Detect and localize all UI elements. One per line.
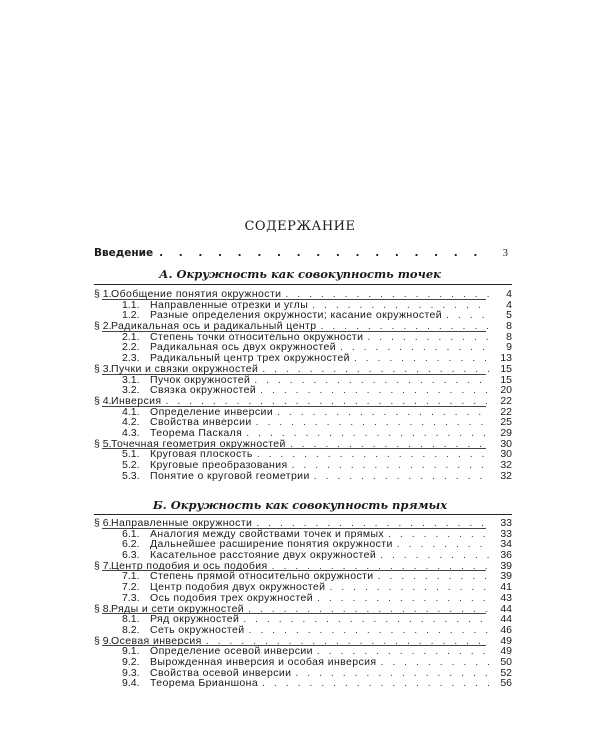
- leader-dots: [446, 310, 490, 321]
- toc-entry-title: Степень прямой относительно окружности: [150, 570, 374, 583]
- toc-entry-page: 9: [506, 341, 512, 354]
- toc-entry-title: Круговая плоскость: [150, 448, 253, 461]
- toc-entry-page: 13: [500, 352, 512, 365]
- toc-entry-number: § 6.: [94, 517, 112, 529]
- leader-dots: [314, 471, 490, 482]
- leader-dots: [378, 571, 490, 582]
- toc-entry-title: Касательное расстояние двух окружностей: [150, 549, 377, 562]
- toc-entry-page: 32: [500, 459, 512, 471]
- toc-entry-number: § 7.: [94, 559, 112, 572]
- toc-entry-number: 4.1.: [122, 405, 140, 418]
- leader-dots: [262, 364, 490, 375]
- leader-dots: [285, 289, 490, 300]
- toc-entry-page: 4: [506, 298, 512, 311]
- toc-entry-number: 9.3.: [122, 666, 140, 679]
- leader-dots: [206, 636, 490, 647]
- toc-entry-number: 1.1.: [122, 298, 140, 311]
- toc-entry-title: Радикальная ось двух окружностей: [150, 341, 336, 354]
- toc-section-row[interactable]: [94, 364, 512, 375]
- toc-entry-number: 9.2.: [122, 655, 140, 668]
- leader-dots: [257, 449, 490, 460]
- toc-entry-number: § 4.: [94, 394, 112, 407]
- toc-intro-row[interactable]: [94, 247, 508, 259]
- part-title-b: Б. Окружность как совокупность прямых: [152, 498, 448, 512]
- leader-dots: [381, 657, 490, 668]
- toc-entry-title: Определение инверсии: [150, 405, 274, 418]
- leader-dots: [329, 582, 490, 593]
- toc-entry-title: Направленные окружности: [111, 517, 253, 529]
- toc-part-b: [94, 518, 512, 689]
- toc-entry-number: § 5.: [94, 437, 112, 450]
- toc-entry-title: Свойства осевой инверсии: [150, 666, 292, 679]
- toc-entry-title: Ряд окружностей: [150, 613, 240, 626]
- toc-subsection-row[interactable]: [94, 593, 512, 604]
- toc-entry-number: § 1.: [94, 288, 112, 300]
- toc-entry-number: 2.2.: [122, 341, 140, 354]
- toc-intro-label: Введение: [94, 247, 154, 259]
- toc-intro-page: 3: [502, 248, 508, 259]
- toc-subsection-row[interactable]: [94, 471, 512, 482]
- toc-entry-number: 1.2.: [122, 309, 140, 322]
- toc-entry-page: 43: [500, 591, 512, 604]
- leader-dots: [262, 678, 490, 689]
- toc-entry-number: 7.2.: [122, 581, 140, 594]
- leader-dots: [277, 407, 490, 418]
- part-title-a: А. Окружность как совокупность точек: [159, 267, 441, 281]
- leader-dots: [295, 668, 490, 679]
- toc-entry-page: 56: [500, 677, 512, 690]
- toc-entry-page: 44: [500, 602, 512, 615]
- toc-entry-page: 50: [500, 655, 512, 668]
- toc-entry-page: 33: [500, 517, 512, 529]
- leader-dots: [340, 342, 490, 353]
- toc-entry-number: 5.2.: [122, 459, 140, 471]
- toc-entry-page: 30: [500, 448, 512, 461]
- toc-entry-number: 5.3.: [122, 469, 140, 482]
- toc-entry-title: Разные определения окружности; касание окружностей: [150, 309, 443, 322]
- leader-dots: [243, 614, 490, 625]
- toc-section-row[interactable]: [94, 439, 512, 450]
- toc-entry-title: Обобщение понятия окружности: [111, 288, 282, 300]
- toc-entry-number: 6.1.: [122, 527, 140, 540]
- toc-entry-title: Сеть окружностей: [150, 623, 245, 636]
- page-title: СОДЕРЖАНИЕ: [244, 219, 356, 234]
- toc-entry-page: 22: [500, 405, 512, 418]
- toc-entry-title: Дальнейшее расширение понятия окружности: [150, 538, 393, 551]
- toc-entry-title: Определение осевой инверсии: [150, 645, 313, 658]
- toc-entry-number: 9.4.: [122, 677, 140, 690]
- divider: [94, 514, 512, 515]
- toc-section-row[interactable]: [94, 604, 512, 615]
- toc-entry-page: 44: [500, 613, 512, 626]
- toc-entry-title: Вырожденная инверсия и особая инверсия: [150, 655, 377, 668]
- toc-entry-title: Осевая инверсия: [111, 634, 202, 647]
- toc-entry-number: 7.3.: [122, 591, 140, 604]
- leader-dots: [248, 604, 490, 615]
- toc-entry-page: 15: [500, 373, 512, 386]
- toc-entry-page: 30: [500, 437, 512, 450]
- toc-subsection-row[interactable]: [94, 678, 512, 689]
- toc-entry-title: Точечная геометрия окружностей: [111, 437, 286, 450]
- leader-dots: [354, 353, 490, 364]
- toc-entry-title: Центр подобия двух окружностей: [150, 581, 326, 594]
- toc-entry-page: 34: [500, 538, 512, 551]
- toc-entry-number: 3.2.: [122, 384, 140, 397]
- toc-entry-title: Пучок окружностей: [150, 373, 251, 386]
- leader-dots: [260, 385, 490, 396]
- toc-entry-number: 8.1.: [122, 613, 140, 626]
- toc-entry-title: Теорема Паскаля: [150, 426, 243, 439]
- toc-entry-page: 33: [500, 527, 512, 540]
- toc-entry-page: 39: [500, 570, 512, 583]
- toc-entry-title: Теорема Брианшона: [150, 677, 259, 690]
- toc-entry-page: 8: [506, 320, 512, 333]
- toc-entry-number: 9.1.: [122, 645, 140, 658]
- toc-entry-number: 6.2.: [122, 538, 140, 551]
- toc-entry-number: 2.3.: [122, 352, 140, 365]
- toc-section-row[interactable]: [94, 289, 512, 300]
- toc-entry-page: 32: [500, 469, 512, 482]
- leader-dots: [367, 332, 490, 343]
- toc-entry-number: 3.1.: [122, 373, 140, 386]
- toc-entry-title: Ось подобия трех окружностей: [150, 591, 314, 604]
- toc-entry-title: Центр подобия и ось подобия: [111, 559, 268, 572]
- toc-entry-number: 7.1.: [122, 570, 140, 583]
- toc-entry-title: Связка окружностей: [150, 384, 257, 397]
- toc-entry-title: Степень точки относительно окружности: [150, 330, 364, 343]
- leader-dots: [249, 625, 490, 636]
- divider: [94, 284, 512, 285]
- toc-entry-page: 39: [500, 559, 512, 572]
- toc-entry-page: 41: [500, 581, 512, 594]
- toc-entry-page: 5: [506, 309, 512, 322]
- leader-dots: [256, 518, 490, 529]
- toc-entry-number: § 2.: [94, 320, 112, 333]
- toc-entry-title: Понятие о круговой геометрии: [150, 469, 310, 482]
- toc-entry-number: 5.1.: [122, 448, 140, 461]
- leader-dots: [292, 460, 490, 471]
- toc-entry-page: 46: [500, 623, 512, 636]
- toc-entry-page: 22: [500, 394, 512, 407]
- leader-dots: [254, 375, 490, 386]
- toc-entry-page: 49: [500, 645, 512, 658]
- leader-dots: [290, 439, 490, 450]
- leader-dots: [272, 561, 490, 572]
- leader-dots: [166, 396, 491, 407]
- toc-entry-title: Радикальная ось и радикальный центр: [111, 320, 317, 333]
- toc-entry-title: Радикальный центр трех окружностей: [150, 352, 350, 365]
- toc-entry-page: 49: [500, 634, 512, 647]
- leader-dots: [256, 417, 490, 428]
- toc-entry-number: 4.2.: [122, 416, 140, 429]
- toc-entry-page: 25: [500, 416, 512, 429]
- toc-entry-title: Круговые преобразования: [150, 459, 288, 471]
- toc-entry-number: 2.1.: [122, 330, 140, 343]
- toc-entry-number: § 8.: [94, 602, 112, 615]
- toc-entry-page: 8: [506, 330, 512, 343]
- toc-section-row[interactable]: [94, 518, 512, 529]
- toc-entry-number: 8.2.: [122, 623, 140, 636]
- leader-dots: [317, 593, 490, 604]
- leader-dots: [159, 247, 488, 259]
- toc-entry-number: 4.3.: [122, 426, 140, 439]
- toc-section-row[interactable]: [94, 561, 512, 572]
- leader-dots: [380, 550, 490, 561]
- toc-entry-number: § 9.: [94, 634, 112, 647]
- toc-entry-title: Ряды и сети окружностей: [111, 602, 245, 615]
- toc-entry-title: Пучки и связки окружностей: [111, 362, 259, 375]
- toc-entry-title: Аналогия между свойствами точек и прямых: [150, 527, 385, 540]
- toc-entry-page: 4: [506, 288, 512, 300]
- toc-section-row[interactable]: [94, 321, 512, 332]
- toc-entry-page: 20: [500, 384, 512, 397]
- toc-entry-title: Направленные отрезки и углы: [150, 298, 309, 311]
- toc-entry-page: 29: [500, 426, 512, 439]
- toc-section-row[interactable]: [94, 396, 512, 407]
- toc-entry-title: Свойства инверсии: [150, 416, 252, 429]
- toc-entry-number: 6.3.: [122, 549, 140, 562]
- toc-part-a: [94, 289, 512, 481]
- leader-dots: [321, 321, 491, 332]
- toc-entry-page: 15: [500, 362, 512, 375]
- toc-entry-page: 52: [500, 666, 512, 679]
- toc-entry-title: Инверсия: [111, 394, 162, 407]
- toc-subsection-row[interactable]: [94, 625, 512, 636]
- leader-dots: [397, 539, 490, 550]
- toc-section-row[interactable]: [94, 636, 512, 647]
- toc-entry-number: § 3.: [94, 362, 112, 375]
- toc-entry-page: 36: [500, 549, 512, 562]
- leader-dots: [388, 529, 490, 540]
